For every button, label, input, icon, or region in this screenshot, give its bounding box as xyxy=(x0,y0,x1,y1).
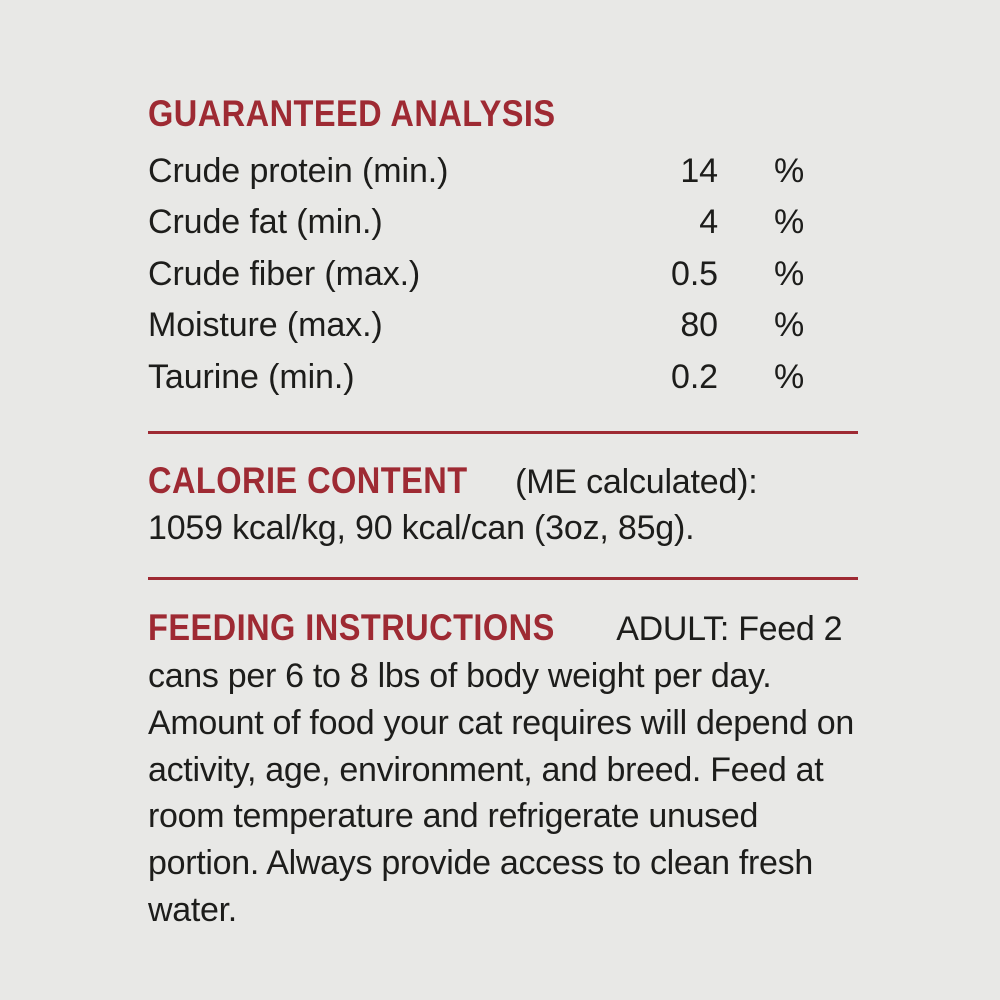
nutrient-unit: % xyxy=(774,357,805,396)
nutrient-name: Crude fat (min.) xyxy=(148,203,383,242)
feeding-instructions-heading: FEEDING INSTRUCTIONS xyxy=(148,606,555,648)
nutrient-name: Taurine (min.) xyxy=(148,357,355,396)
guaranteed-analysis-table xyxy=(148,148,808,406)
nutrient-value: 0.2 xyxy=(671,357,718,396)
feeding-instructions-text-block xyxy=(148,606,860,934)
calorie-heading-row xyxy=(148,460,858,505)
nutrient-value: 80 xyxy=(680,306,718,345)
table-row xyxy=(148,199,808,251)
nutrient-name: Moisture (max.) xyxy=(148,306,383,345)
calorie-content-section xyxy=(148,460,858,550)
table-row xyxy=(148,148,808,200)
table-row xyxy=(148,251,808,303)
feeding-instructions-body: ADULT: Feed 2 cans per 6 to 8 lbs of body weight per day. Amount of food your cat requires will depend on activity, age, environment, and breed. Feed at room temperature and refrigerate unused portion. Always provide access to clean fresh water. xyxy=(148,609,854,930)
calorie-content-value: 1059 kcal/kg, 90 kcal/can (3oz, 85g). xyxy=(148,508,695,547)
nutrient-unit: % xyxy=(774,306,805,345)
table-row xyxy=(148,354,808,406)
divider xyxy=(148,577,858,580)
nutrient-value: 14 xyxy=(680,151,718,190)
nutrient-unit: % xyxy=(774,203,805,242)
nutrient-value: 4 xyxy=(699,203,718,242)
nutrient-value: 0.5 xyxy=(671,254,718,293)
divider xyxy=(148,431,858,434)
nutrient-name: Crude fiber (max.) xyxy=(148,254,421,293)
table-row xyxy=(148,302,808,354)
nutrient-unit: % xyxy=(774,254,805,293)
nutrient-name: Crude protein (min.) xyxy=(148,151,449,190)
feeding-instructions-section xyxy=(148,606,858,934)
calorie-content-heading: CALORIE CONTENT xyxy=(148,460,468,502)
guaranteed-analysis-section xyxy=(148,95,858,405)
nutrient-unit: % xyxy=(774,151,805,190)
calorie-content-qualifier: (ME calculated): xyxy=(515,463,758,502)
guaranteed-analysis-heading: GUARANTEED ANALYSIS xyxy=(148,93,556,134)
pet-food-label-panel xyxy=(148,95,858,934)
